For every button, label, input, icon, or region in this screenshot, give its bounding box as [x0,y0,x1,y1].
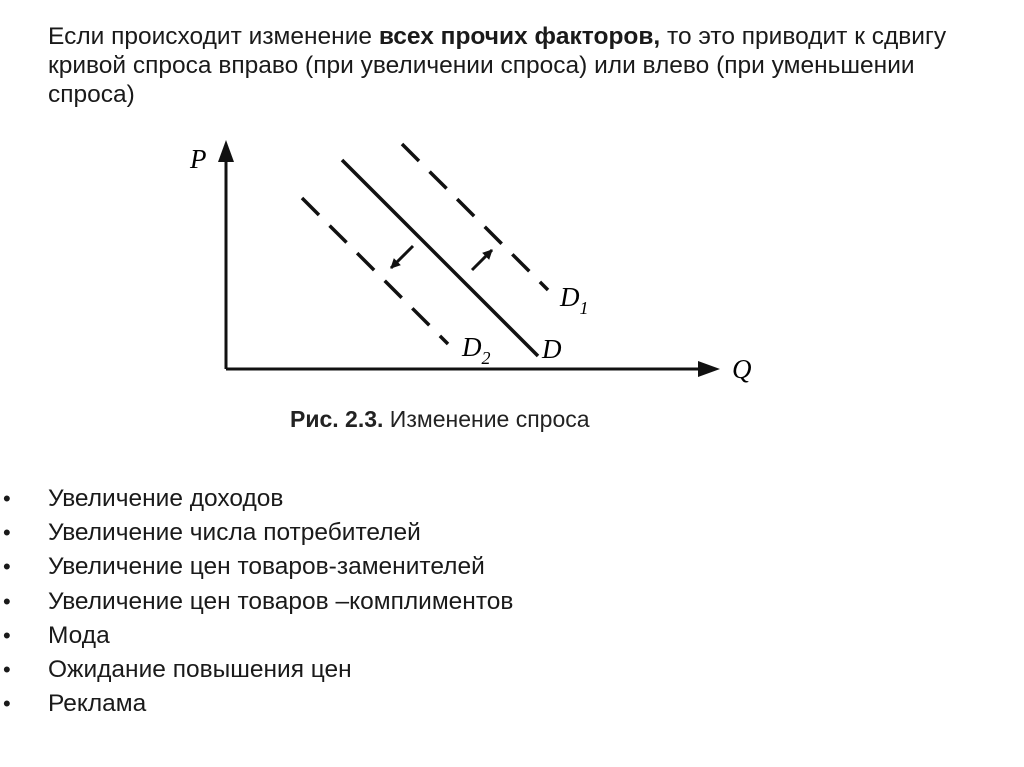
bullet-icon: • [3,691,11,717]
shift-left-arrow-icon [391,246,413,268]
list-item-text: Ожидание повышения цен [48,656,352,684]
y-axis-arrow-icon [218,140,234,162]
list-item-text: Увеличение доходов [48,485,284,512]
list-item [0,482,513,516]
label-d2: $D_2$ [462,332,491,368]
demand-curve-d [342,160,538,356]
label-d1: $D_1$ [560,282,589,318]
list-item [0,516,513,550]
list-item-text: Увеличение цен товаров –комплиментов [48,587,514,615]
list-item-text: Мода [48,621,110,649]
bullet-icon: • [3,622,11,648]
intro-text-bold: всех прочих факторов, [378,23,661,50]
caption-prefix: Рис. 2.3. [290,406,384,432]
list-item [0,585,513,619]
list-item-text: Реклама [48,690,147,718]
list-item [0,619,513,653]
list-item [0,687,513,721]
list-item [0,653,513,687]
intro-text-end: то это приводит к сдвигу кривой спроса вправо (при увеличении спроса) или влево (при уменьшении спроса) [48,23,947,108]
label-d: D [542,334,562,364]
shift-right-arrow-icon [472,250,492,270]
list-item [0,550,513,584]
demand-shift-diagram [180,130,780,400]
intro-text [48,22,1008,109]
factor-list [0,482,513,721]
figure-caption [290,406,690,433]
intro-text-start: Если происходит изменение [48,23,379,50]
list-item-text: Увеличение цен товаров-заменителей [48,553,485,581]
x-axis-arrow-icon [698,361,720,377]
bullet-icon: • [3,588,11,614]
bullet-icon: • [3,486,11,511]
caption-text: Изменение спроса [383,406,590,432]
demand-curve-d2 [302,198,448,344]
y-axis-label: P [190,144,207,174]
bullet-icon: • [3,657,11,683]
bullet-icon: • [3,520,11,546]
x-axis-label: Q [732,354,752,384]
bullet-icon: • [3,554,11,580]
list-item-text: Увеличение числа потребителей [48,519,421,547]
